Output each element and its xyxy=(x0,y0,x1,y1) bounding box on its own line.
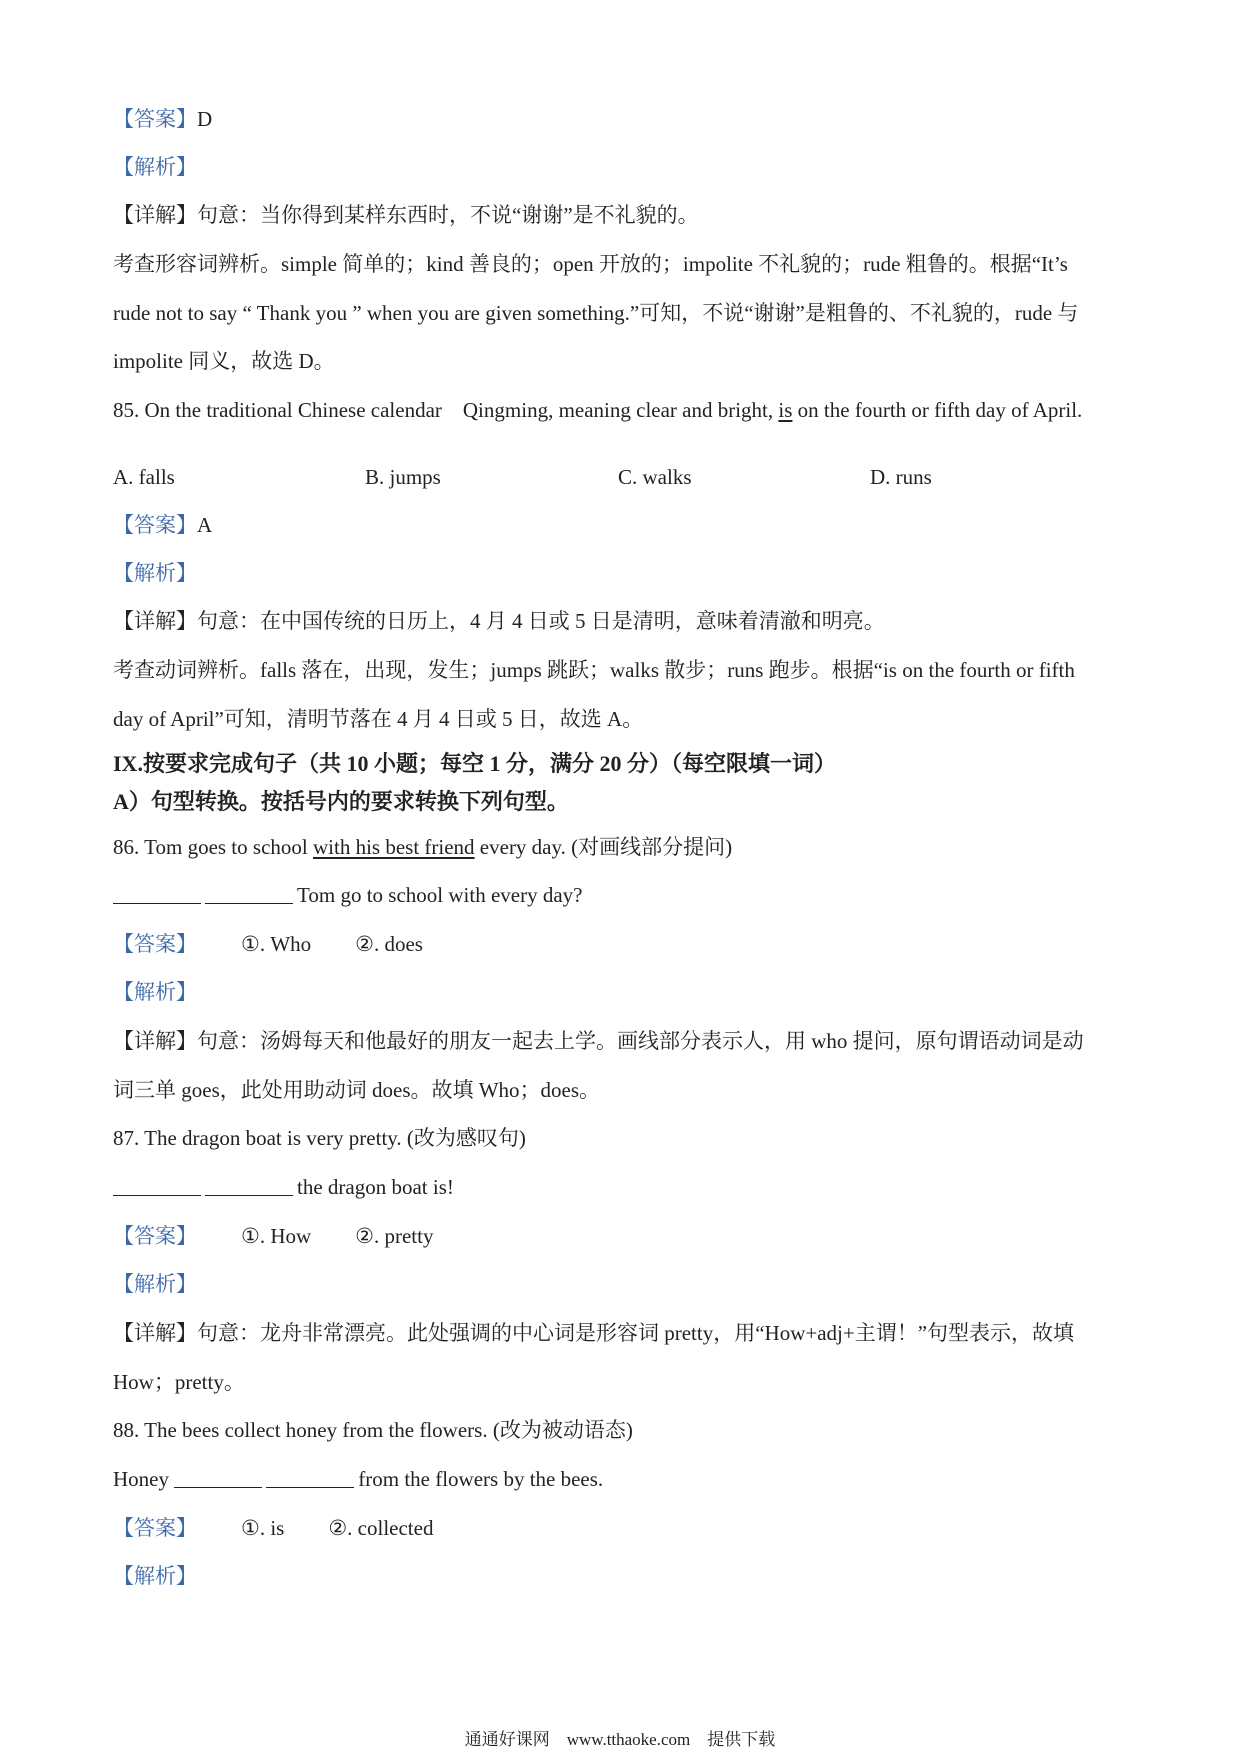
answer-label: 【答案】 xyxy=(113,107,197,131)
option-c: C. walks xyxy=(618,465,692,489)
q86-detail-1: 【详解】句意：汤姆每天和他最好的朋友一起去上学。画线部分表示人，用 who 提问，原句谓语动词是动 xyxy=(113,1029,1084,1053)
q87-detail-1: 【详解】句意：龙舟非常漂亮。此处强调的中心词是形容词 pretty，用“How+adj+主谓！”句型表示，故填 xyxy=(113,1321,1075,1345)
q87-analysis-label: 【解析】 xyxy=(113,1272,197,1296)
q86-answer-line: 【答案】 ①. Who ②. does xyxy=(113,932,423,956)
blank-1 xyxy=(113,1175,201,1196)
blank-2 xyxy=(205,1175,293,1196)
option-b: B. jumps xyxy=(365,465,441,489)
blank-2 xyxy=(205,883,293,904)
q87-detail-2: How；pretty。 xyxy=(113,1370,245,1394)
q87-fill: the dragon boat is! xyxy=(113,1172,1130,1202)
blank-2 xyxy=(266,1467,354,1488)
q86-fill: Tom go to school with every day? xyxy=(113,880,1130,910)
q85-detail: 【详解】句意：在中国传统的日历上，4 月 4 日或 5 日是清明，意味着清澈和明亮。 xyxy=(113,609,885,633)
q84-explain-2: rude not to say “ Thank you ” when you are given something.”可知，不说“谢谢”是粗鲁的、不礼貌的，rude 与 xyxy=(113,301,1079,325)
blank-1 xyxy=(174,1467,262,1488)
section-title: IX.按要求完成句子（共 10 小题；每空 1 分，满分 20 分）（每空限填一词） xyxy=(113,751,836,776)
q84-detail: 【详解】句意：当你得到某样东西时，不说“谢谢”是不礼貌的。 xyxy=(113,203,699,227)
q86-analysis-label: 【解析】 xyxy=(113,980,197,1004)
option-a: A. falls xyxy=(113,465,175,489)
q88-fill: Honey from the flowers by the bees. xyxy=(113,1467,604,1491)
q84-analysis-label: 【解析】 xyxy=(113,155,197,179)
underlined-phrase: with his best friend xyxy=(312,835,475,859)
blank-1 xyxy=(113,883,201,904)
q88-answer-line: 【答案】 ①. is ②. collected xyxy=(113,1516,434,1540)
underlined-word: is xyxy=(778,398,793,422)
q85-answer-line: 【答案】A xyxy=(113,513,213,537)
q85-analysis-label: 【解析】 xyxy=(113,561,197,585)
q84-explain-1: 考查形容词辨析。simple 简单的；kind 善良的；open 开放的；impolite 不礼貌的；rude 粗鲁的。根据“It’s xyxy=(113,252,1068,276)
q88-stem: 88. The bees collect honey from the flowers. (改为被动语态) xyxy=(113,1418,633,1442)
q85-stem: 85. On the traditional Chinese calendar Qingming, meaning clear and bright, is on the fourth or fifth day of April. xyxy=(113,398,1083,422)
q87-answer-line: 【答案】 ①. How ②. pretty xyxy=(113,1224,434,1248)
q88-analysis-label: 【解析】 xyxy=(113,1564,197,1588)
q84-explain-3: impolite 同义，故选 D。 xyxy=(113,349,335,373)
section-subtitle: A）句型转换。按括号内的要求转换下列句型。 xyxy=(113,789,569,814)
q84-answer-line xyxy=(113,104,1130,134)
q87-stem: 87. The dragon boat is very pretty. (改为感叹句) xyxy=(113,1126,526,1150)
page-footer: 通通好课网 www.tthaoke.com 提供下载 xyxy=(464,1730,776,1749)
option-d: D. runs xyxy=(870,465,932,489)
q86-stem: 86. Tom goes to school with his best friend every day. (对画线部分提问) xyxy=(113,835,733,859)
q86-detail-2: 词三单 goes，此处用助动词 does。故填 Who；does。 xyxy=(113,1078,601,1102)
q85-explain-2: day of April”可知，清明节落在 4 月 4 日或 5 日，故选 A。 xyxy=(113,707,644,731)
answer-value: D xyxy=(197,107,213,131)
q85-explain-1: 考查动词辨析。falls 落在，出现，发生；jumps 跳跃；walks 散步；runs 跑步。根据“is on the fourth or fifth xyxy=(113,658,1075,682)
